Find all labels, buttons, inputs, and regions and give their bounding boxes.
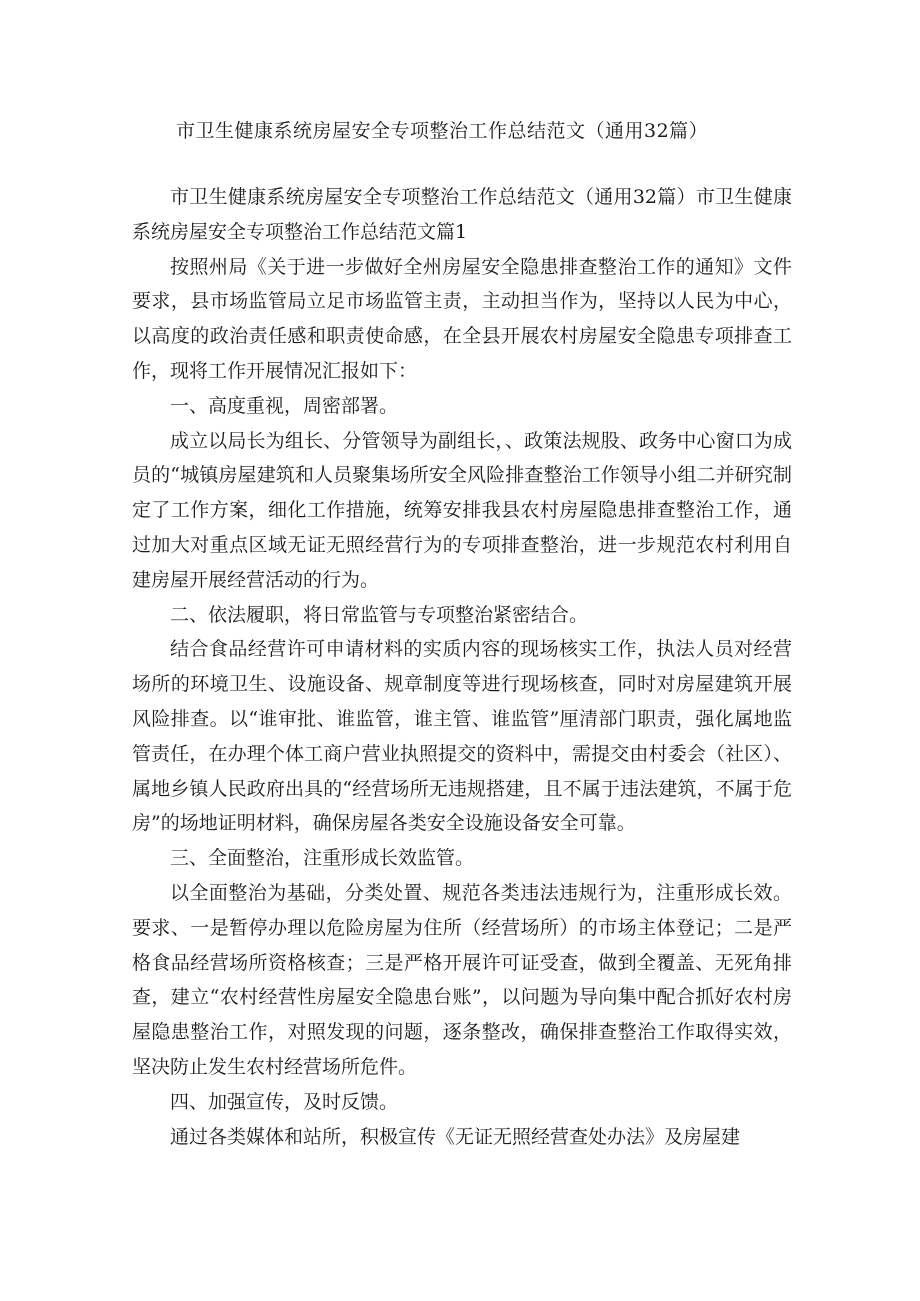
section-heading-1: 一、高度重视，周密部署。 xyxy=(170,394,399,417)
subtitle-paragraph: 市卫生健康系统房屋安全专项整治工作总结范文（通用32篇）市卫生健康系统房屋安全专项整治工作总结范文篇1 xyxy=(132,186,792,243)
section-paragraph-3: 以全面整治为基础，分类处置、规范各类违法违规行为，注重形成长效。要求、一是暂停办理以危险房屋为住所（经营场所）的市场主体登记；二是严格食品经营场所资格核查；三是严格开展许可证受查，做到全覆盖、无死角排查，建立“农村经营性房屋安全隐患台账”，以问题为导向集中配合抓好农村房屋隐患整治工作，对照发现的问题，逐条整改，确保排查整治工作取得实效，坚决防止发生农村经营场所危件。 xyxy=(132,881,792,1078)
section-heading-3: 三、全面整治，注重形成长效监管。 xyxy=(170,847,475,870)
section-heading-2: 二、依法履职，将日常监管与专项整治紧密结合。 xyxy=(170,603,589,626)
section-paragraph-2: 结合食品经营许可申请材料的实质内容的现场核实工作，执法人员对经营场所的环境卫生、设施设备、规章制度等进行现场核查，同时对房屋建筑开展风险排查。以“谁审批、谁监管，谁主管、谁监管”厘清部门职责，强化属地监管责任，在办理个体工商户营业执照提交的资料中，需提交由村委会（社区）、属地乡镇人民政府出具的“经营场所无违规搭建，且不属于违法建筑，不属于危房”的场地证明材料，确保房屋各类安全设施设备安全可靠。 xyxy=(132,638,792,835)
document-body xyxy=(132,180,792,1154)
section-paragraph-1: 成立以局长为组长、分管领导为副组长，、政策法规股、政务中心窗口为成员的“城镇房屋建筑和人员聚集场所安全风险排查整治工作领导小组二并研究制定了工作方案，细化工作措施，统筹安排我县农村房屋隐患排查整治工作，通过加大对重点区域无证无照经营行为的专项排查整治，进一步规范农村利用自建房屋开展经营活动的行为。 xyxy=(132,429,792,591)
section-paragraph-4: 通过各类媒体和站所，积极宣传《无证无照经营查处办法》及房屋建 xyxy=(170,1125,741,1148)
intro-paragraph: 按照州局《关于进一步做好全州房屋安全隐患排查整治工作的通知》文件要求，县市场监管局立足市场监管主责，主动担当作为，坚持以人民为中心，以高度的政治责任感和职责使命感，在全县开展农村房屋安全隐患专项排查工作，现将工作开展情况汇报如下： xyxy=(132,255,792,382)
document-title: 市卫生健康系统房屋安全专项整治工作总结范文（通用32篇） xyxy=(176,120,709,142)
section-heading-4: 四、加强宣传，及时反馈。 xyxy=(170,1090,399,1113)
